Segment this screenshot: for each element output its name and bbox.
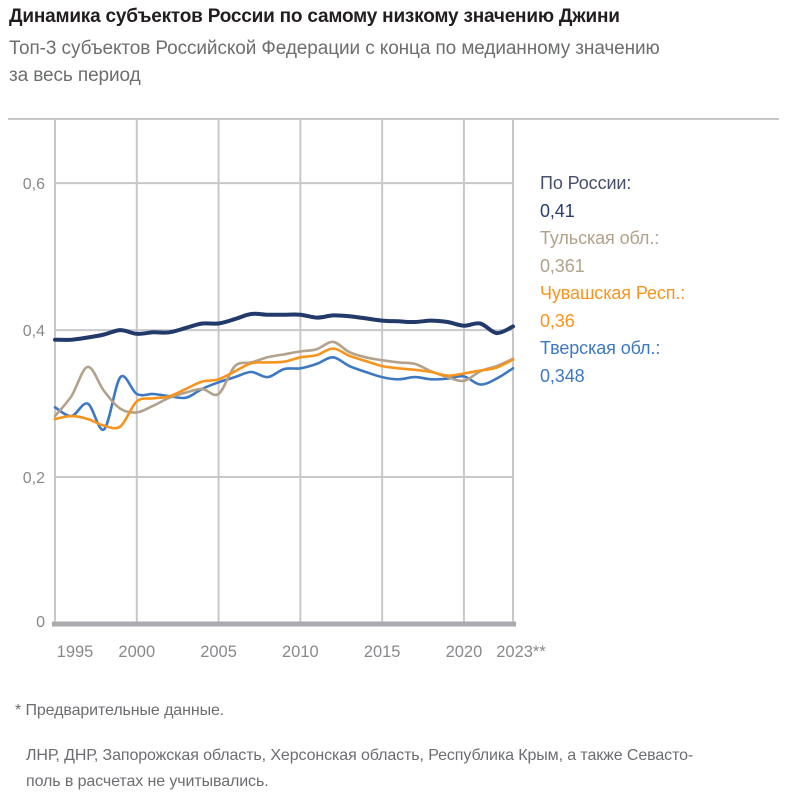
legend-label: По России:: [540, 173, 632, 193]
y-tick-label: 0,4: [22, 323, 45, 341]
legend-entry-chuvashia: [540, 280, 685, 335]
y-tick-label: 0: [36, 614, 45, 631]
footnote-excluded-line-1: ЛНР, ДНР, Запорожская область, Херсонская область, Республика Крым, а также Севасто-: [26, 747, 694, 764]
y-tick-label: 0,6: [22, 176, 45, 194]
footnote-preliminary-data: * Предварительные данные.: [15, 702, 225, 719]
subtitle-line-2: за весь период: [9, 65, 141, 86]
series-line-1: [55, 314, 513, 340]
footnote-excluded-line-2: поль в расчетах не учитывались.: [26, 773, 269, 790]
footnotes: [0, 701, 787, 795]
footnote-excluded-regions: [0, 743, 787, 795]
x-tick-label: 2015: [363, 643, 401, 661]
chart-header: [0, 0, 787, 89]
legend-entry-tula: [540, 225, 685, 280]
y-tick-label: 0,2: [22, 470, 45, 488]
chart-area: [0, 120, 787, 695]
x-tick-label: 1995: [56, 643, 94, 661]
legend-value: 0,361: [540, 255, 585, 276]
legend-entry-russia: [540, 170, 685, 225]
subtitle-line-1: Топ-3 субъектов Российской Федерации с конца по медианному значению: [9, 38, 660, 59]
x-tick-label: 2000: [118, 643, 156, 661]
x-tick-label: 2023**: [496, 643, 546, 661]
series-line-3: [55, 348, 513, 428]
legend-label: Тульская обл.:: [540, 228, 660, 248]
legend-entry-tver: [540, 335, 685, 390]
page-subtitle: [9, 35, 777, 89]
legend-value: 0,41: [540, 200, 575, 221]
x-tick-label: 2005: [200, 643, 237, 661]
legend-label: Тверская обл.:: [540, 338, 661, 358]
page-title: Динамика субъектов России по самому низкому значению Джини: [9, 6, 620, 27]
legend-label: Чувашская Респ.:: [540, 283, 686, 303]
chart-legend: [540, 170, 685, 390]
series-line-4: [55, 357, 513, 429]
legend-value: 0,348: [540, 365, 585, 386]
legend-value: 0,36: [540, 310, 575, 331]
x-tick-label: 2020: [445, 643, 483, 661]
x-tick-label: 2010: [281, 643, 319, 661]
